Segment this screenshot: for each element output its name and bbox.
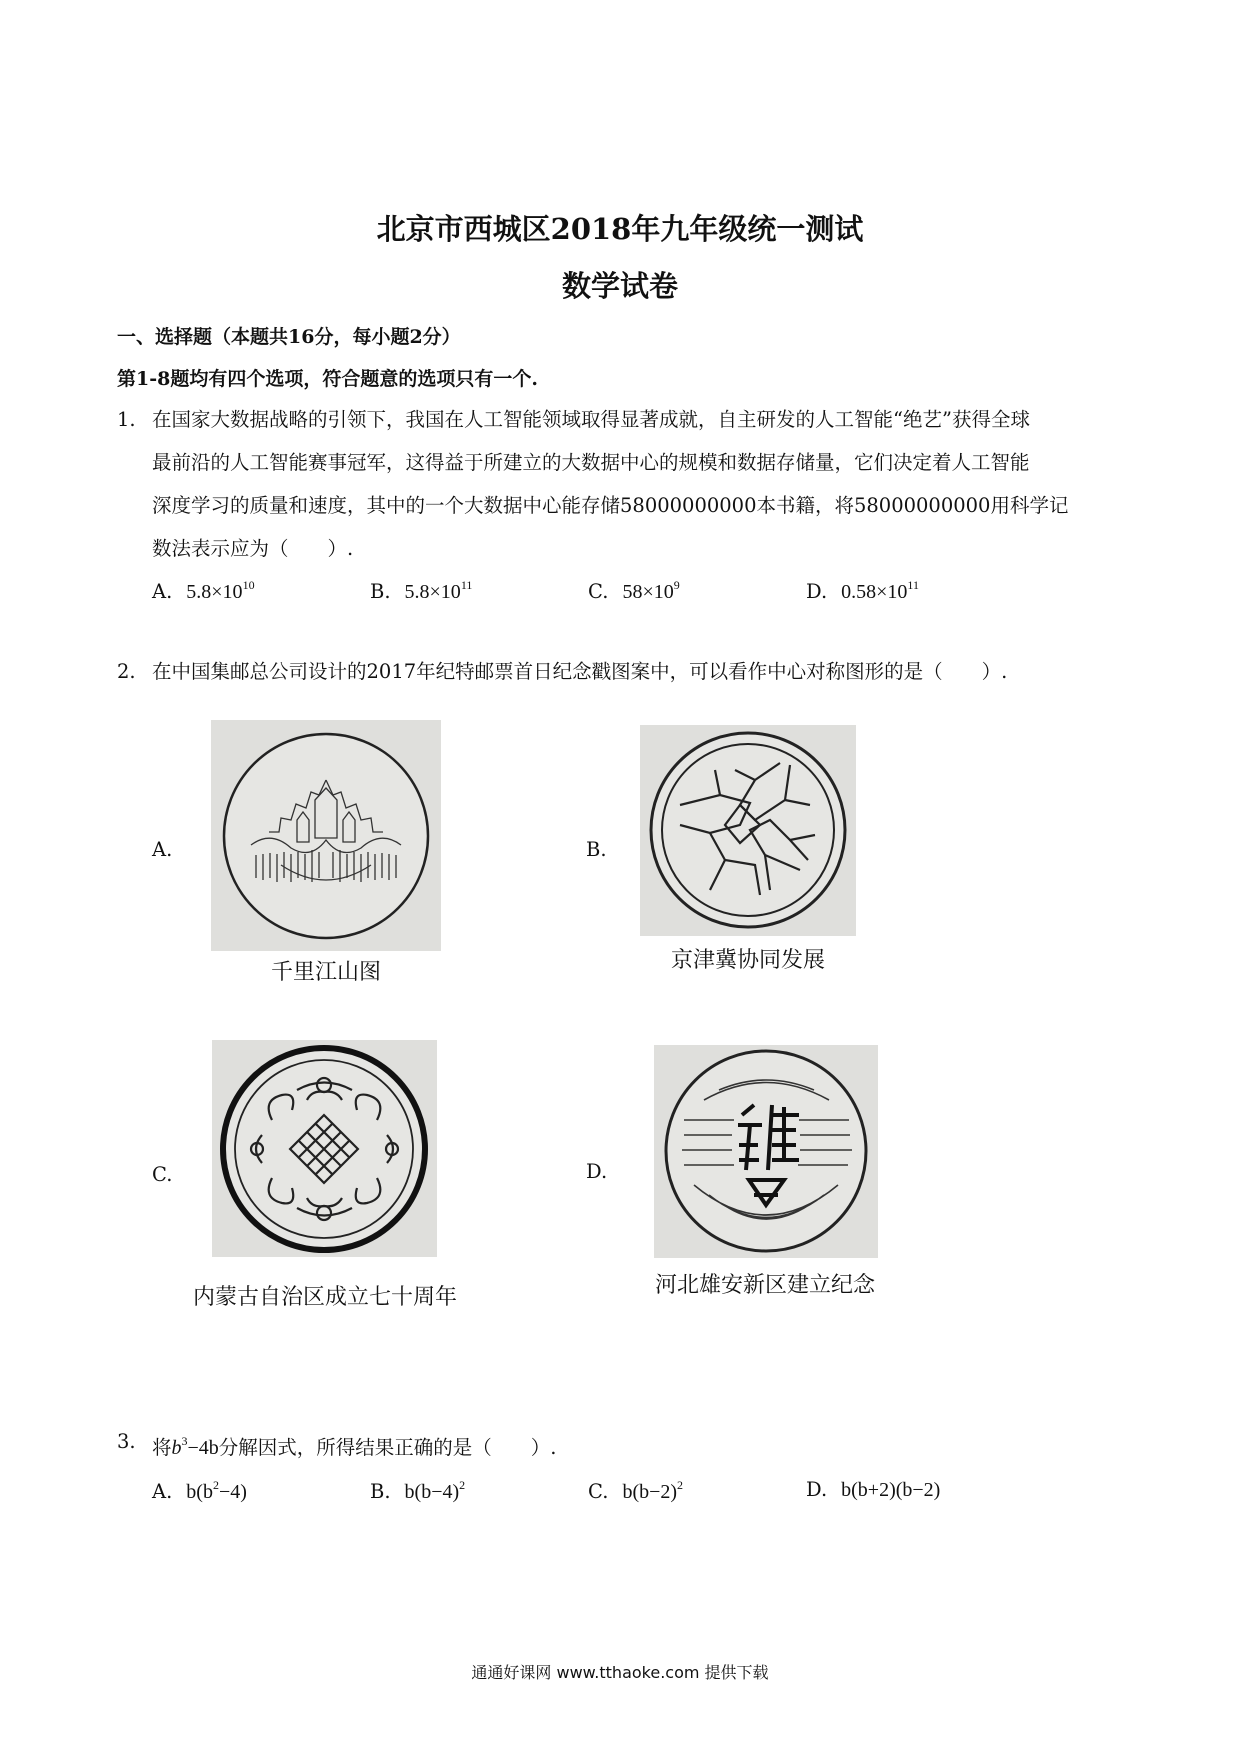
page-subtitle: 数学试卷 — [561, 269, 678, 303]
q2-option-d-caption: 河北雄安新区建立纪念 — [654, 1273, 875, 1298]
q2-option-c-label: C. — [152, 1163, 173, 1186]
q3-option-c: C. $b(b-2)^2$ — [588, 1478, 684, 1503]
q2-option-b-caption: 京津冀协同发展 — [670, 948, 825, 973]
q2-option-a-caption: 千里江山图 — [270, 960, 381, 985]
page-footer: 通通好课网 www.tthaoke.com 提供下载 — [471, 1663, 769, 1682]
q3-option-b: B. $b(b-4)^2$ — [370, 1478, 466, 1503]
mountain-river-stamp-icon — [211, 720, 441, 951]
q2-option-d-label: D. — [586, 1160, 608, 1183]
question-1-text — [152, 398, 1132, 570]
page-title: 北京市西城区2018年九年级统一测试 — [376, 212, 864, 246]
question-1-line: 深度学习的质量和速度，其中的一个大数据中心能存储58000000000本书籍，将58000000000用科学记 — [152, 494, 1069, 517]
section-instruction: 第1-8题均有四个选项，符合题意的选项只有一个. — [117, 368, 538, 390]
q3-option-d: D. b(b+2)(b−2) — [806, 1478, 941, 1501]
q1-option-b: B. $5.8\times 10^{11}$ — [370, 578, 473, 603]
q1-option-d: D. $0.58\times 10^{11}$ — [806, 578, 919, 603]
q3-option-a: A. $b(b^2-4)$ — [152, 1478, 247, 1503]
q1-option-a: A. $5.8\times 10^{10}$ — [152, 578, 255, 603]
xiong-character-stamp-icon — [654, 1045, 878, 1258]
q1-option-c: C. $58\times 10^9$ — [588, 578, 680, 603]
question-1-number: 1. — [117, 408, 136, 431]
q2-option-c-caption: 内蒙古自治区成立七十周年 — [192, 1285, 457, 1310]
endless-knot-stamp-icon — [212, 1040, 437, 1257]
joined-hands-stamp-icon — [640, 725, 856, 936]
question-1-line: 数法表示应为（ ）. — [152, 537, 354, 560]
question-3-number: 3. — [117, 1430, 136, 1453]
q2-option-a-label: A. — [152, 838, 173, 861]
question-2-number: 2. — [117, 660, 136, 683]
question-1-line: 最前沿的人工智能赛事冠军，这得益于所建立的大数据中心的规模和数据存储量，它们决定着人工智能 — [152, 451, 1030, 474]
question-2-text: 在中国集邮总公司设计的2017年纪特邮票首日纪念戳图案中，可以看作中心对称图形的是（ ）. — [152, 660, 1008, 683]
q2-option-b-label: B. — [586, 838, 607, 861]
question-1-line: 在国家大数据战略的引领下，我国在人工智能领域取得显著成就，自主研发的人工智能“绝艺”获得全球 — [152, 408, 1030, 431]
question-3-text: 将$b^3-4b$分解因式，所得结果正确的是（ ）. — [152, 1434, 557, 1459]
section-heading: 一、选择题（本题共16分，每小题2分） — [117, 326, 461, 348]
